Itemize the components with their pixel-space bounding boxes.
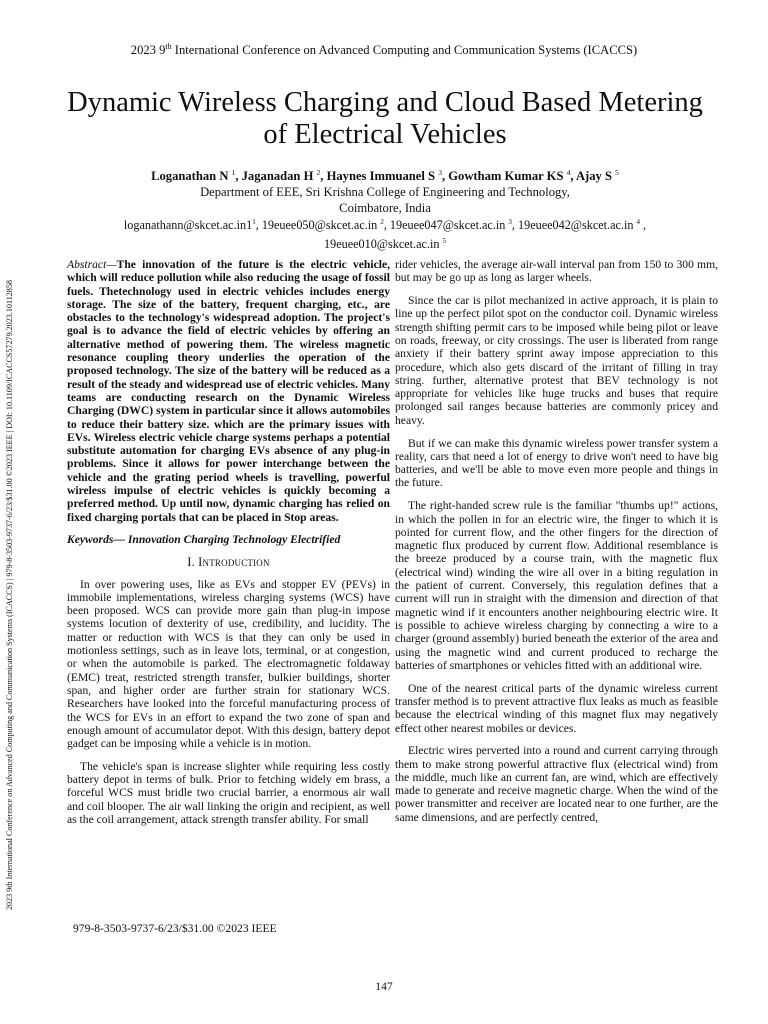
author-name: Loganathan N — [151, 169, 232, 184]
email: , 19euee042@skcet.ac.in — [511, 218, 637, 233]
email-line-1 — [40, 215, 730, 234]
email-mark: 5 — [442, 236, 446, 245]
side-identifier — [5, 130, 19, 910]
keywords — [67, 533, 390, 546]
author-mark: 4 — [566, 168, 571, 177]
body-paragraph: In over powering uses, like as EVs and stopper EV (PEVs) in immobile implementations, wireless charging systems (WCS) have been proposed. WCS can provide more gain than plug-in impose systems locution of dexterity of use, credibility, and lucidity. The matter or reduction with WCS is that they can only be used in motionless settings, such as in leave lots, terminal, or at congestion, or when the automobile is parked. The electromagnetic foldaway (EMC) treat, restricted strength transfer, bulkier buildings, shorter span, and higher order are further strain for stationary WCS. Researchers have looked into the forceful manufacturing process of the WCS for EVs in an effort to expand the two zone of span and enough amount of accumulator depot. With this design, battery depot gadget can be imposing while a vehicle is in motion. — [67, 577, 390, 751]
body-paragraph: The vehicle's span is increase slighter while requiring less costly battery depot in terms of bulk. Prior to fetching widely em brass, a forceful WCS must bridle two crucial barrier, a enormous air wall and coil blooper. The air wall linking the origin and recipient, as well as the coil arrangement, attack strength transfer ability. For small — [67, 759, 390, 827]
affiliation-city: Coimbatore, India — [339, 200, 431, 215]
author-name: , Ajay S — [570, 169, 616, 184]
email-mark: 1 — [252, 218, 256, 226]
email: 19euee010@skcet.ac.in — [324, 236, 443, 251]
section-heading-introduction: I. Introduction — [187, 555, 270, 570]
page-number: 147 — [375, 980, 393, 993]
conference-year: 2023 9 — [130, 43, 166, 58]
body-paragraph: One of the nearest critical parts of the dynamic wireless current transfer method is to prevent attractive flux leaks as much as feasible because the electrical winding of this magnet flux may negatively effect other nearest mobiles or devices. — [395, 681, 718, 735]
conference-header — [0, 42, 768, 58]
author-mark: 3 — [438, 168, 442, 177]
email: , 19euee050@skcet.ac.in — [255, 218, 381, 233]
abstract-label: Abstract— — [67, 258, 117, 271]
email-mark: 4 — [636, 218, 640, 226]
abstract-text: The innovation of the future is the electric vehicle, which will reduce pollution while also reducing the usage of fossil fuels. Thetechnology used in electric vehicles includes energy storage. The size of the battery, frequent charging, etc., are obstacles to the technology's widespread adoption. The project's goal is to advance the field of electric vehicles by offering an alternative method of powering them. The wireless magnetic resonance coupling theory underlies the operation of the proposed technology. The size of the battery will be reduced as a result of the steady and widespread use of electric vehicles. Many teams are conducting research on the Dynamic Wireless Charging (DWC) system in particular since it allows automobiles to reduce their battery size. which are the primary issues with EVs. Wireless electric vehicle charge systems perhaps a potential substitute automation for charging EVs absence of any plug-in problems. Since it allows for power interchange between the vehicle and the grating period wheels is travelling, powerful wireless impulse of electric vehicles is quickly becoming a preferred method. Up until now, dynamic charging has relied on fixed charging portals that can be placed in Stop areas. — [67, 258, 390, 524]
side-identifier-text: 2023 9th International Conference on Advanced Computing and Communication Systems (ICACCS) | 979-8-3503-9737-6/23/$31.00 ©2023 IEEE | DOI: 10.1109/ICACCS57279.2023.10112858 — [5, 280, 14, 910]
email: loganathann@skcet.ac.in1 — [123, 218, 253, 233]
body-paragraph: Since the car is pilot mechanized in active approach, it is plain to line up the perfect pilot spot on the conductor coil. Dynamic wireless strength shifting permit cars to be imposed while being pilot or leave on roads, freeway, or city crossings. The user is liberated from range anxiety if their battery sprint away impose appreciation to this procedure, which also gets discard of the irritant of filling in tray string. further, alternative protest that BEV technology is not appropriate for vehicles like huge trucks and buses that require prolonged sail ranges because batteries are commonly pricey and heavy. — [395, 294, 718, 427]
email-mark: 3 — [508, 218, 512, 226]
paper-title: Dynamic Wireless Charging and Cloud Based Metering of Electrical Vehicles — [67, 87, 703, 150]
body-paragraph: Electric wires perverted into a round and current carrying through them to make strong powerful attractive flux (electrical wind) from the middle, much like an current fan, are wind, which are effectively made to generate and receive magnetic charge. When the wind of the power transmitter and receiver are located near to one further, are the same dimensions, and are perfectly centred, — [395, 744, 718, 824]
body-paragraph: But if we can make this dynamic wireless power transfer system a reality, cars that need a lot of energy to drive won't need to have big batteries, and we'll be able to move even more people and things in the future. — [395, 436, 718, 490]
body-paragraph: rider vehicles, the average air-wall interval pan from 150 to 300 mm, but may be go up as long as larger wheels. — [395, 258, 718, 285]
author-mark: 1 — [231, 168, 236, 177]
author-name: , Jaganadan H — [235, 169, 317, 184]
email-line-2 — [40, 234, 730, 253]
keywords-text: Innovation Charging Technology Electrified — [124, 533, 341, 547]
author-emails — [40, 215, 730, 252]
author-mark: 5 — [615, 168, 619, 177]
email: , 19euee047@skcet.ac.in — [383, 218, 509, 233]
keywords-label: Keywords— — [67, 533, 125, 547]
affiliation-department: Department of EEE, Sri Krishna College of Engineering and Technology, — [200, 185, 570, 199]
left-column — [67, 258, 390, 836]
author-list — [60, 168, 710, 184]
body-paragraph: The right-handed screw rule is the familiar "thumbs up!" actions, in which the pollen in for an electric wire, the finger to which it is pointed for current flow, and the other fingers for the direction of magnetic flux produced by current flow. Additional resemblance is the breeze produced by a course train, with the magnetic flux (electrical wind) winding the wire all over in a biting regulation in the patient of current. Conversely, this regulation defines that a current will run in straight with the dimension and direction of that magnetic wind if it encounters another neighbouring electric wire. It is possible to achieve wireless charging by connecting a wire to a charger (ground assembly) buried beneath the exterior of the area and using the magnetic wind and current produced to recharge the batteries of smartphones or vehicles fitted with an additional wire. — [395, 499, 718, 672]
abstract — [67, 258, 390, 524]
right-column — [395, 258, 718, 834]
email-mark: 2 — [380, 218, 384, 226]
conference-ordinal: th — [165, 42, 172, 51]
affiliation — [60, 185, 710, 216]
conference-name: International Conference on Advanced Computing and Communication Systems (ICACCS) — [171, 43, 638, 58]
author-name: , Haynes Immuanel S — [320, 169, 439, 184]
author-mark: 2 — [316, 168, 321, 177]
email-separator: , — [640, 218, 647, 233]
author-name: , Gowtham Kumar KS — [441, 169, 567, 184]
copyright-footer: 979-8-3503-9737-6/23/$31.00 ©2023 IEEE — [73, 922, 277, 935]
